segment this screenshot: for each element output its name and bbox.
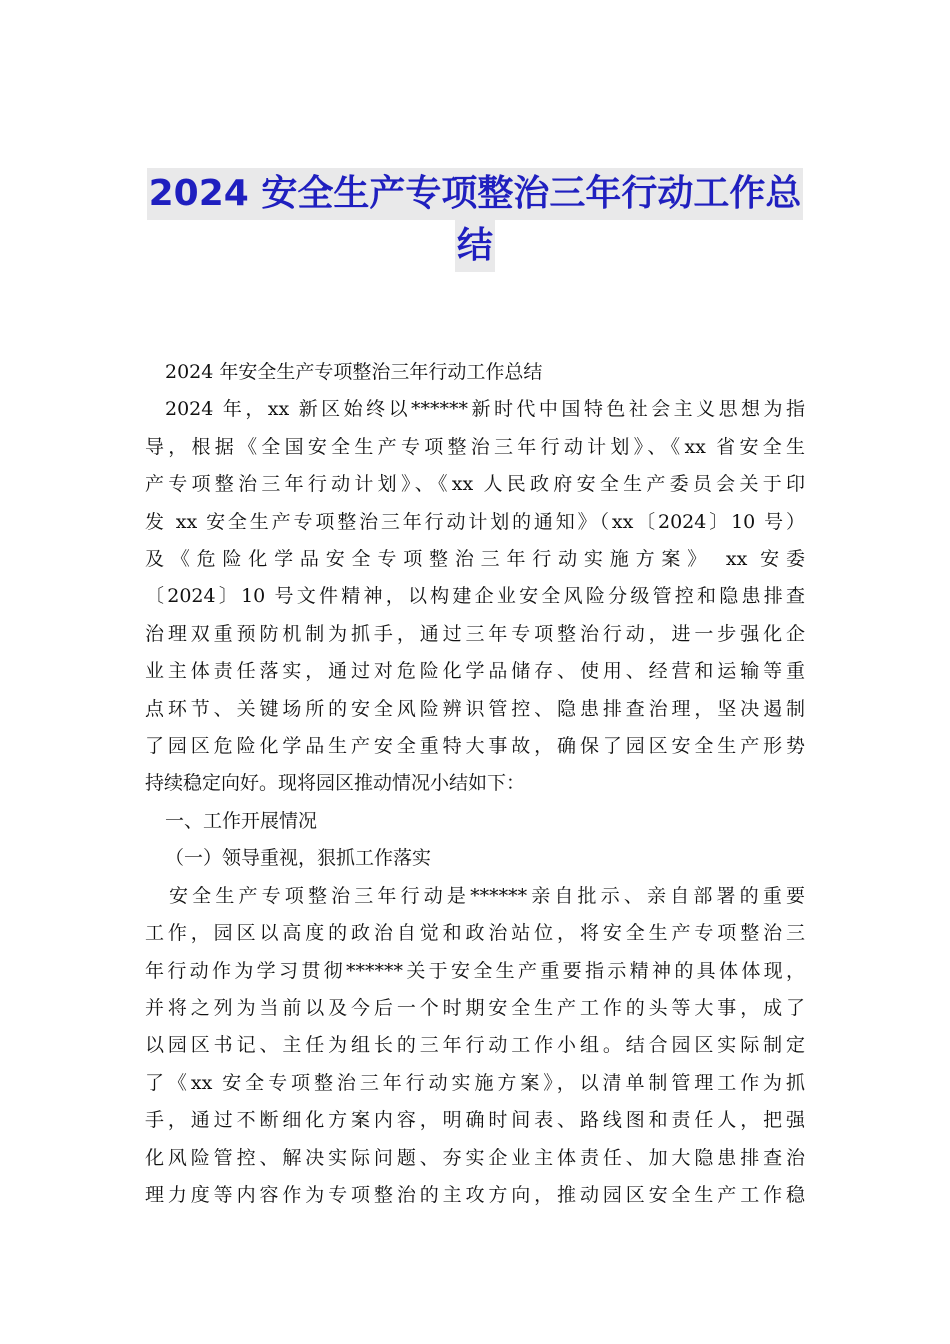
body-line: 点环节、关键场所的安全风险辨识管控、隐患排查治理，坚决遏制 <box>145 697 805 720</box>
body-line: 产专项整治三年行动计划》、《xx 人民政府安全生产委员会关于印 <box>145 473 805 496</box>
body-line: 〔2024〕10 号文件精神，以构建企业安全风险分级管控和隐患排查 <box>145 585 805 608</box>
body-line: 工作，园区以高度的政治自觉和政治站位，将安全生产专项整治三 <box>145 922 805 945</box>
document-title <box>140 168 810 272</box>
document-body <box>145 354 805 1214</box>
body-line: 业主体责任落实，通过对危险化学品储存、使用、经营和运输等重 <box>145 660 805 683</box>
body-line: 治理双重预防机制为抓手，通过三年专项整治行动，进一步强化企 <box>145 622 805 645</box>
body-line: 持续稳定向好。现将园区推动情况小结如下： <box>145 772 526 795</box>
body-line: 安全生产专项整治三年行动是******亲自批示、亲自部署的重要 <box>169 884 805 907</box>
body-line: 发 xx 安全生产专项整治三年行动计划的通知》（xx〔2024〕10 号） <box>145 510 805 533</box>
section-heading: 一、工作开展情况 <box>165 809 318 832</box>
body-line: 及《危险化学品安全专项整治三年行动实施方案》 xx 安委 <box>145 548 805 571</box>
body-line: 导，根据《全国安全生产专项整治三年行动计划》、《xx 省安全生 <box>145 435 805 458</box>
body-line: 2024 年，xx 新区始终以******新时代中国特色社会主义思想为指 <box>165 398 805 421</box>
title-line-2: 结 <box>455 220 495 272</box>
subsection-heading: （一）领导重视，狠抓工作落实 <box>165 847 432 870</box>
body-line: 以园区书记、主任为组长的三年行动工作小组。结合园区实际制定 <box>145 1034 805 1057</box>
body-line: 年行动作为学习贯彻******关于安全生产重要指示精神的具体体现， <box>145 959 805 982</box>
body-line: 化风险管控、解决实际问题、夯实企业主体责任、加大隐患排查治 <box>145 1146 805 1169</box>
body-line: 手，通过不断细化方案内容，明确时间表、路线图和责任人，把强 <box>145 1109 805 1132</box>
body-line: 理力度等内容作为专项整治的主攻方向，推动园区安全生产工作稳 <box>145 1183 805 1206</box>
subtitle-line: 2024 年安全生产专项整治三年行动工作总结 <box>165 361 543 383</box>
body-line: 了园区危险化学品生产安全重特大事故，确保了园区安全生产形势 <box>145 735 805 758</box>
body-line: 了《xx 安全专项整治三年行动实施方案》，以清单制管理工作为抓 <box>145 1071 805 1094</box>
body-line: 并将之列为当前以及今后一个时期安全生产工作的头等大事，成了 <box>145 996 805 1019</box>
title-line-1: 2024 安全生产专项整治三年行动工作总 <box>147 168 804 220</box>
